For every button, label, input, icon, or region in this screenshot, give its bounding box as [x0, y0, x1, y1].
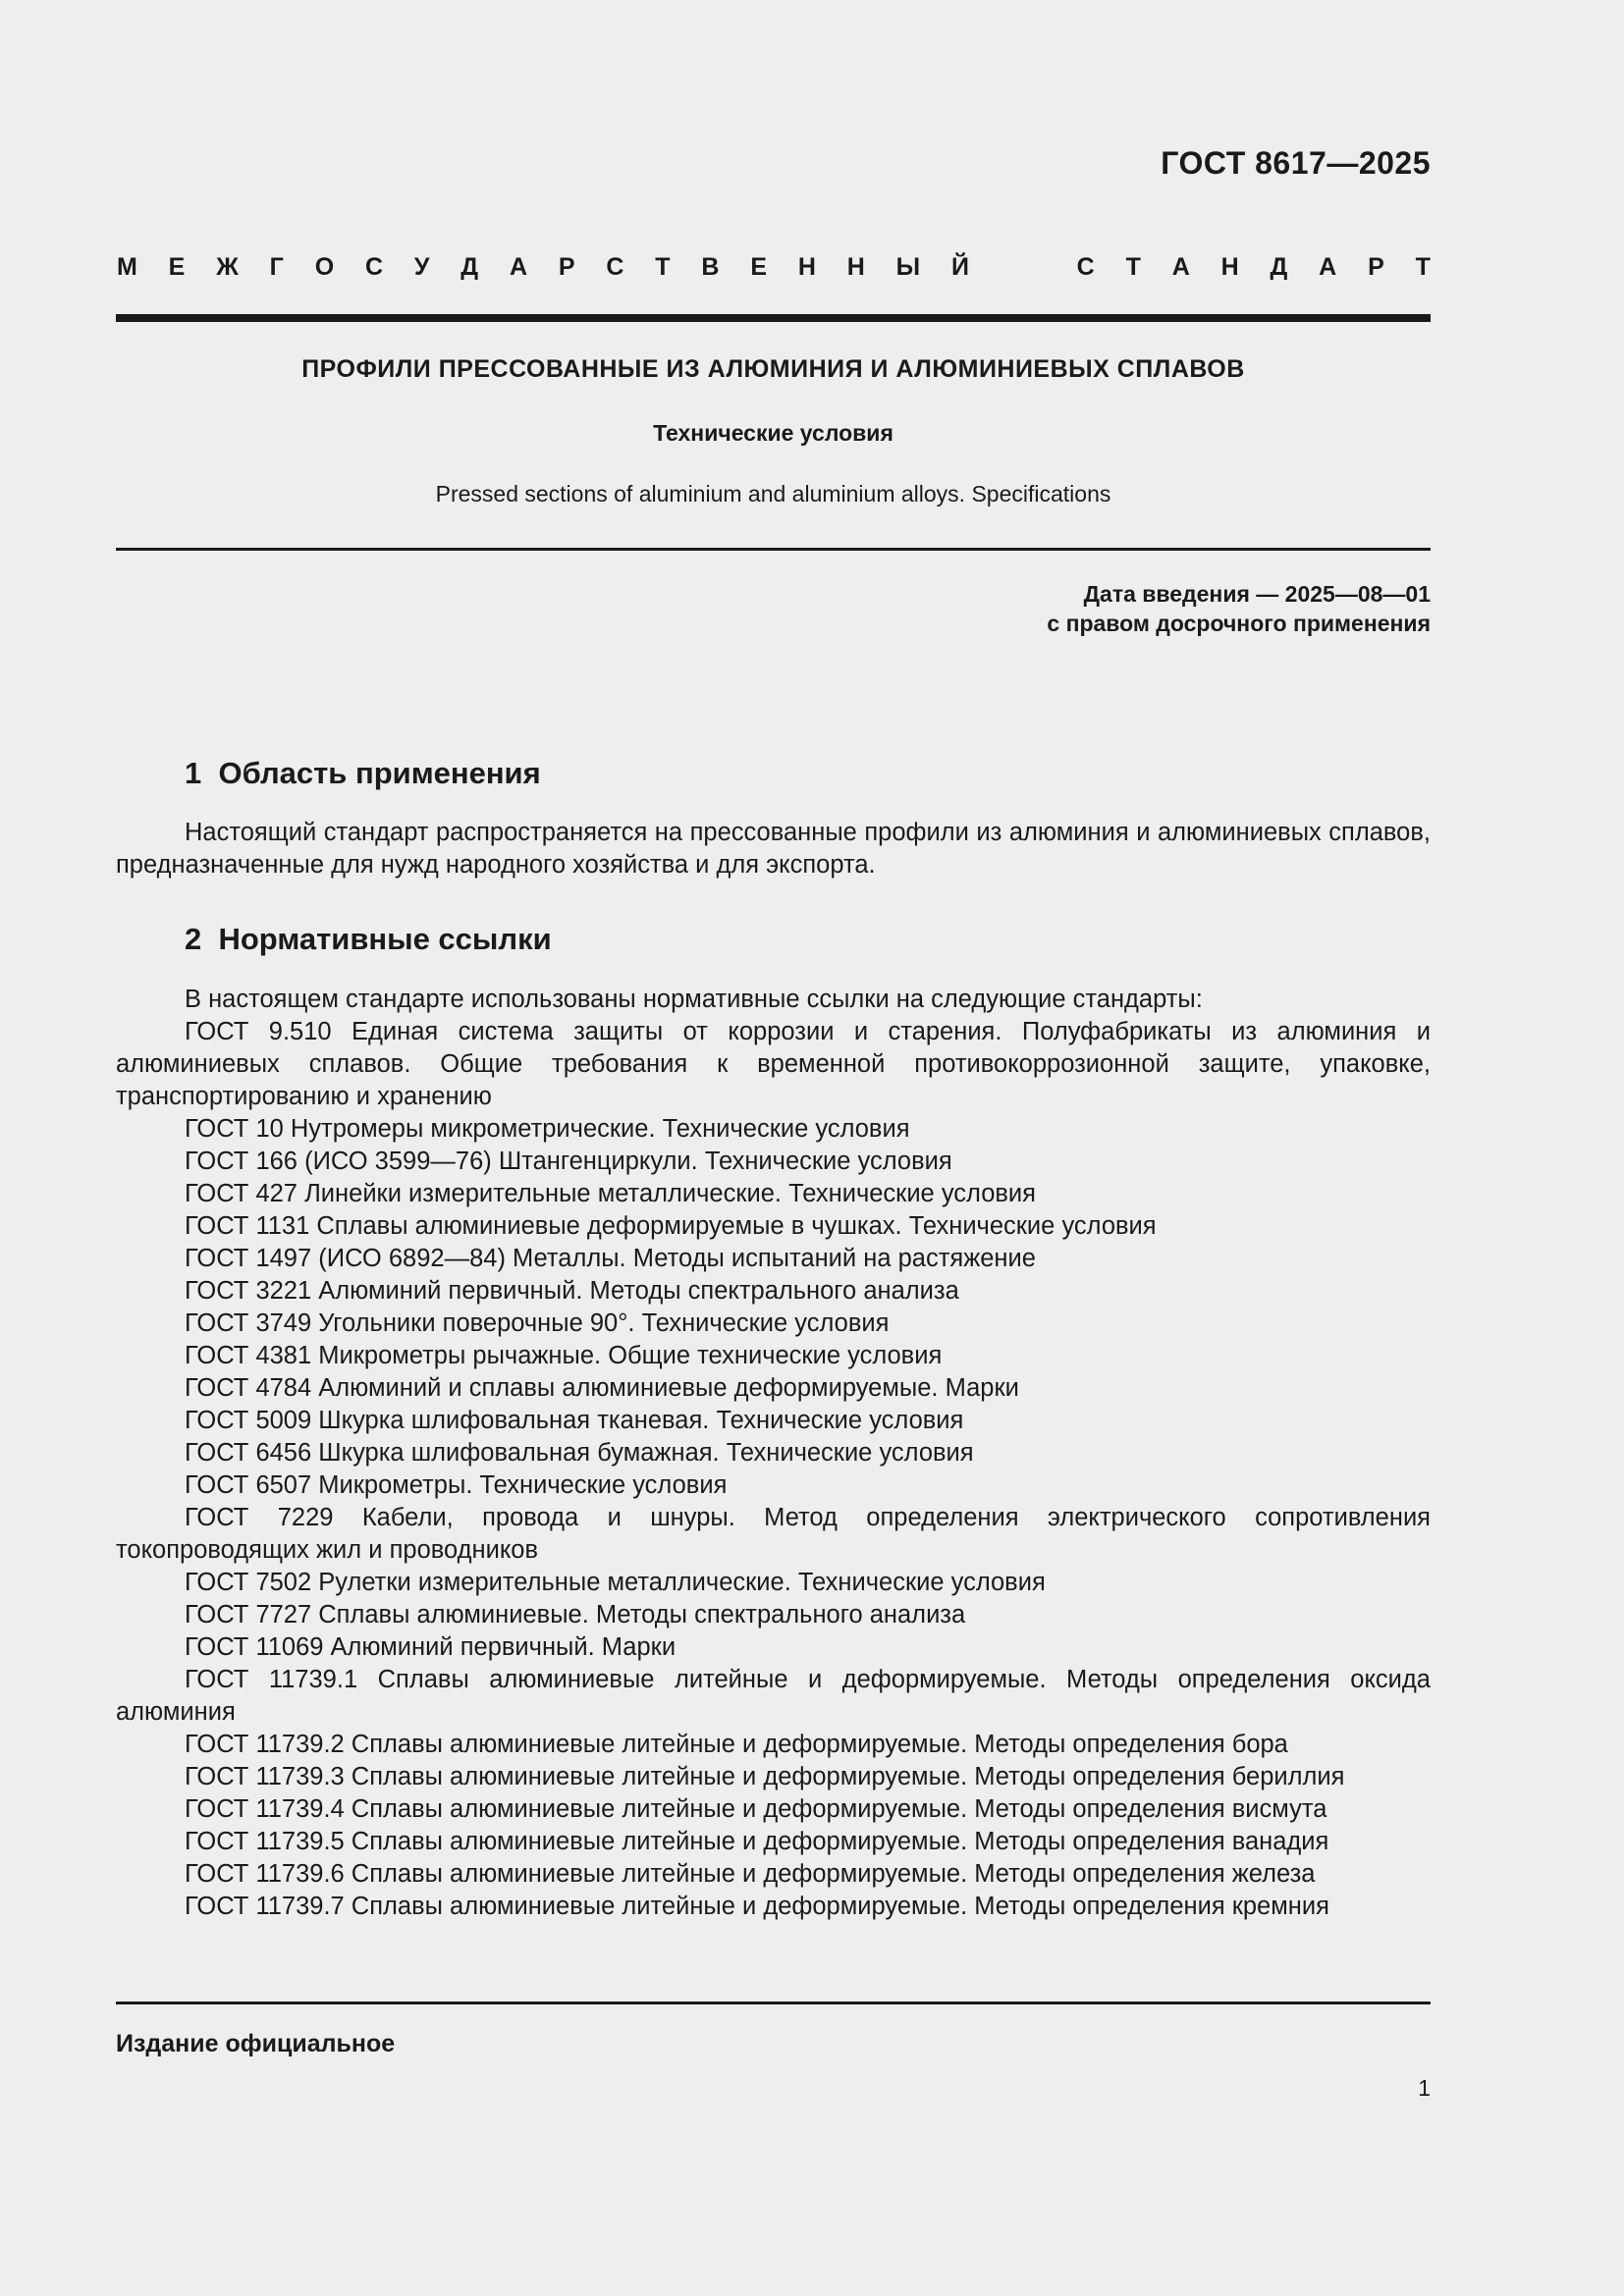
section-1-title: 1 Область применения [185, 756, 541, 790]
interstate-letter: А [509, 253, 528, 281]
reference-item: ГОСТ 1131 Сплавы алюминиевые деформируемые в чушках. Технические условия [185, 1212, 1157, 1240]
interstate-letter: Т [1125, 253, 1141, 281]
reference-item: ГОСТ 10 Нутромеры микрометрические. Технические условия [185, 1115, 910, 1143]
reference-item: ГОСТ 9.510 Единая система защиты от коррозии и старения. Полуфабрикаты из алюминия и алюминиевых сплавов. Общие требования к временной противокоррозионной защите, упаковке, транспортированию и хранению [116, 1018, 1431, 1110]
reference-item: ГОСТ 7727 Сплавы алюминиевые. Методы спектрального анализа [185, 1601, 966, 1629]
reference-item: ГОСТ 11739.3 Сплавы алюминиевые литейные и деформируемые. Методы определения бериллия [185, 1763, 1345, 1790]
reference-item: ГОСТ 6456 Шкурка шлифовальная бумажная. Технические условия [185, 1439, 974, 1467]
references-list [116, 1016, 1431, 1923]
interstate-letter: А [1319, 253, 1337, 281]
interstate-letter: Г [269, 253, 284, 281]
interstate-letter: О [314, 253, 335, 281]
reference-item: ГОСТ 11739.2 Сплавы алюминиевые литейные и деформируемые. Методы определения бора [185, 1731, 1288, 1758]
english-title: Pressed sections of aluminium and aluminium alloys. Specifications [435, 481, 1111, 507]
interstate-letter: А [1171, 253, 1190, 281]
section-2-title: 2 Нормативные ссылки [185, 922, 552, 956]
introduction-date-block [1047, 579, 1431, 638]
gost-number: ГОСТ 8617—2025 [1161, 145, 1431, 181]
early-use-note: с правом досрочного применения [1047, 611, 1431, 636]
interstate-letter: Ы [895, 253, 921, 281]
reference-item: ГОСТ 1497 (ИСО 6892—84) Металлы. Методы испытаний на растяжение [185, 1245, 1036, 1272]
reference-item: ГОСТ 11069 Алюминий первичный. Марки [185, 1633, 677, 1661]
reference-item: ГОСТ 6507 Микрометры. Технические условия [185, 1471, 728, 1499]
interstate-letter: Ж [216, 253, 239, 281]
header-thick-rule [116, 314, 1431, 322]
interstate-letter: Д [460, 253, 479, 281]
reference-item: ГОСТ 7229 Кабели, провода и шнуры. Метод определения электрического сопротивления токопроводящих жил и проводников [116, 1504, 1431, 1564]
normative-references [116, 984, 1431, 1923]
page-number: 1 [1418, 2075, 1431, 2101]
reference-item: ГОСТ 11739.6 Сплавы алюминиевые литейные и деформируемые. Методы определения железа [185, 1860, 1316, 1888]
interstate-letter: Й [951, 253, 969, 281]
reference-item: ГОСТ 11739.1 Сплавы алюминиевые литейные и деформируемые. Методы определения оксида алюминия [116, 1666, 1431, 1726]
interstate-letter: Н [1220, 253, 1239, 281]
interstate-letter: Р [1368, 253, 1384, 281]
interstate-letter: Р [558, 253, 575, 281]
document-title: ПРОФИЛИ ПРЕССОВАННЫЕ ИЗ АЛЮМИНИЯ И АЛЮМИНИЕВЫХ СПЛАВОВ [301, 355, 1245, 383]
reference-item: ГОСТ 5009 Шкурка шлифовальная тканевая. Технические условия [185, 1407, 964, 1434]
interstate-letter: Т [1415, 253, 1431, 281]
reference-item: ГОСТ 3221 Алюминий первичный. Методы спектрального анализа [185, 1277, 959, 1305]
reference-item: ГОСТ 427 Линейки измерительные металлические. Технические условия [185, 1180, 1036, 1207]
interstate-letter: М [117, 253, 137, 281]
interstate-letter: С [1076, 253, 1095, 281]
interstate-letter: С [606, 253, 624, 281]
footer-divider [116, 2002, 1431, 2004]
title-divider [116, 548, 1431, 551]
interstate-letter: С [364, 253, 384, 281]
reference-item: ГОСТ 7502 Рулетки измерительные металлические. Технические условия [185, 1569, 1046, 1596]
document-subtitle: Технические условия [653, 420, 893, 446]
reference-item: ГОСТ 3749 Угольники поверочные 90°. Технические условия [185, 1309, 890, 1337]
normative-references-intro: В настоящем стандарте использованы нормативные ссылки на следующие стандарты: [185, 986, 1203, 1013]
interstate-letter: Н [797, 253, 816, 281]
interstate-letter: У [413, 253, 430, 281]
interstate-standard-heading [117, 253, 1431, 282]
official-edition-label: Издание официальное [116, 2030, 396, 2057]
reference-item: ГОСТ 4784 Алюминий и сплавы алюминиевые деформируемые. Марки [185, 1374, 1019, 1402]
reference-item: ГОСТ 166 (ИСО 3599—76) Штангенциркули. Технические условия [185, 1148, 952, 1175]
interstate-letter: Е [750, 253, 768, 281]
interstate-letter: Т [655, 253, 671, 281]
reference-item: ГОСТ 11739.7 Сплавы алюминиевые литейные и деформируемые. Методы определения кремния [185, 1893, 1329, 1920]
interstate-letter: Н [846, 253, 865, 281]
interstate-letter: Е [168, 253, 186, 281]
reference-item: ГОСТ 11739.4 Сплавы алюминиевые литейные и деформируемые. Методы определения висмута [185, 1795, 1327, 1823]
reference-item: ГОСТ 11739.5 Сплавы алюминиевые литейные и деформируемые. Методы определения ванадия [185, 1828, 1329, 1855]
section-1-text [116, 817, 1431, 881]
interstate-letter: В [701, 253, 720, 281]
introduction-date: Дата введения — 2025—08—01 [1083, 581, 1431, 607]
interstate-word-gap [1001, 253, 1046, 282]
section-1-paragraph: Настоящий стандарт распространяется на прессованные профили из алюминия и алюминиевых сплавов, предназначенные для нужд народного хозяйства и для экспорта. [116, 819, 1431, 879]
reference-item: ГОСТ 4381 Микрометры рычажные. Общие технические условия [185, 1342, 943, 1369]
interstate-letter: Д [1270, 253, 1288, 281]
